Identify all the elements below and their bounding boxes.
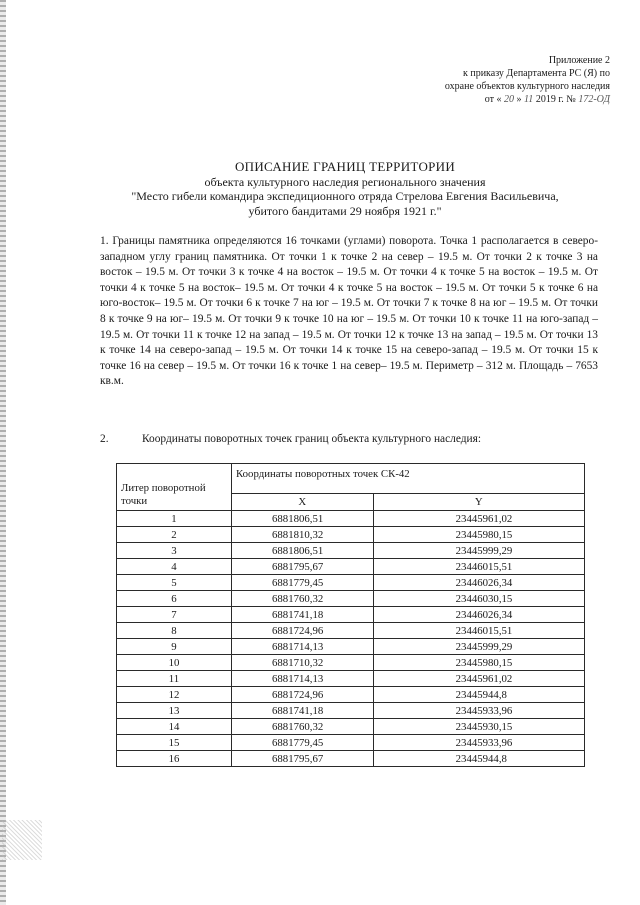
y-coordinate-cell: 23445961,02 (373, 511, 584, 527)
y-coordinate-cell: 23446015,51 (373, 559, 584, 575)
appendix-date-prefix: от « (484, 94, 502, 105)
y-coordinate-cell: 23445933,96 (373, 703, 584, 719)
table-row (117, 543, 585, 559)
appendix-date-mid1: » (516, 94, 522, 105)
boundary-description-paragraph: 1. Границы памятника определяются 16 точками (углами) поворота. Точка 1 располагается в северо-западном углу границ памятника. От точки 1 к точке 2 на север – 19.5 м. От точки 2 к точке 3 на восток – 19.5 м. От точки 3 к точке 4 на восток – 19.5 м. От точки 4 к точке 5 на восток – 19.5 м. От точки 4 к точке 5 на восток– 19.5 м. От точки 4 к точке 5 на восток – 19.5 м. От точки 5 к точке 6 на юго-восток– 19.5 м. От точки 6 к точке 7 на юг – 19.5 м. От точки 7 к точке 8 на юг – 19.5 м. От точки 8 к точке 9 на юг– 19.5 м. От точки 9 к точке 10 на юг – 19.5 м. От точки 10 к точке 11 на юго-запад – 19.5 м. От точки 11 к точке 12 на запад – 19.5 м. От точки 12 к точке 13 на запад – 19.5 м. От точки 13 к точке 14 на северо-запад – 19.5 м. От точки 14 к точке 15 на северо-запад – 19.5 м. От точки 15 к точке 16 на север – 19.5 м. От точки 16 к точке 1 на север– 19.5 м. Периметр – 312 м. Площадь – 7653 кв.м. (100, 235, 598, 388)
y-coordinate-cell: 23445944,8 (373, 751, 584, 767)
x-coordinate-cell: 6881724,96 (232, 623, 374, 639)
y-coordinate-cell: 23445961,02 (373, 671, 584, 687)
title-line-2: объекта культурного наследия регионального значения (204, 174, 486, 189)
appendix-line-1: Приложение 2 (548, 55, 610, 66)
appendix-block (370, 54, 610, 106)
x-coordinate-cell: 6881779,45 (232, 735, 374, 751)
header-y: Y (373, 494, 584, 511)
point-number-cell: 2 (117, 527, 232, 543)
coordinates-table-body (117, 511, 585, 767)
table-row (117, 751, 585, 767)
appendix-day: 20 (504, 94, 515, 105)
coordinates-heading-text: Координаты поворотных точек границ объекта культурного наследия: (142, 433, 482, 445)
table-row (117, 735, 585, 751)
point-number-cell: 15 (117, 735, 232, 751)
x-coordinate-cell: 6881714,13 (232, 671, 374, 687)
table-row (117, 607, 585, 623)
header-liter: Литер поворотной точки (117, 464, 232, 511)
document-title (70, 160, 620, 218)
appendix-month: 11 (524, 94, 534, 105)
table-row (117, 575, 585, 591)
table-row (117, 559, 585, 575)
table-row (117, 655, 585, 671)
coordinates-table (116, 463, 585, 767)
x-coordinate-cell: 6881779,45 (232, 575, 374, 591)
table-row (117, 623, 585, 639)
coordinates-heading (100, 432, 600, 447)
y-coordinate-cell: 23445980,15 (373, 655, 584, 671)
point-number-cell: 5 (117, 575, 232, 591)
y-coordinate-cell: 23445930,15 (373, 719, 584, 735)
x-coordinate-cell: 6881810,32 (232, 527, 374, 543)
appendix-line-2: к приказу Департамента РС (Я) по (462, 68, 610, 79)
y-coordinate-cell: 23445944,8 (373, 687, 584, 703)
title-line-3: "Место гибели командира экспедиционного отряда Стрелова Евгения Васильевича, (131, 189, 559, 203)
appendix-line-4 (370, 93, 610, 106)
point-number-cell: 1 (117, 511, 232, 527)
y-coordinate-cell: 23446026,34 (373, 607, 584, 623)
point-number-cell: 9 (117, 639, 232, 655)
point-number-cell: 11 (117, 671, 232, 687)
table-row (117, 639, 585, 655)
y-coordinate-cell: 23445999,29 (373, 639, 584, 655)
header-coordinates-group: Координаты поворотных точек СК-42 (232, 464, 585, 494)
point-number-cell: 6 (117, 591, 232, 607)
appendix-line-3: охране объектов культурного наследия (444, 81, 610, 92)
scan-artifact (2, 820, 42, 860)
point-number-cell: 10 (117, 655, 232, 671)
y-coordinate-cell: 23446015,51 (373, 623, 584, 639)
x-coordinate-cell: 6881795,67 (232, 559, 374, 575)
x-coordinate-cell: 6881760,32 (232, 591, 374, 607)
point-number-cell: 12 (117, 687, 232, 703)
table-row (117, 591, 585, 607)
x-coordinate-cell: 6881724,96 (232, 687, 374, 703)
point-number-cell: 16 (117, 751, 232, 767)
x-coordinate-cell: 6881710,32 (232, 655, 374, 671)
x-coordinate-cell: 6881741,18 (232, 607, 374, 623)
table-row (117, 671, 585, 687)
table-row (117, 511, 585, 527)
x-coordinate-cell: 6881714,13 (232, 639, 374, 655)
point-number-cell: 3 (117, 543, 232, 559)
x-coordinate-cell: 6881795,67 (232, 751, 374, 767)
x-coordinate-cell: 6881806,51 (232, 543, 374, 559)
point-number-cell: 4 (117, 559, 232, 575)
x-coordinate-cell: 6881760,32 (232, 719, 374, 735)
title-main: ОПИСАНИЕ ГРАНИЦ ТЕРРИТОРИИ (234, 159, 456, 174)
title-line-4: убитого бандитами 29 ноября 1921 г." (248, 203, 442, 218)
table-row (117, 527, 585, 543)
x-coordinate-cell: 6881806,51 (232, 511, 374, 527)
table-row (117, 703, 585, 719)
coordinates-heading-number: 2. (100, 433, 109, 445)
point-number-cell: 7 (117, 607, 232, 623)
appendix-date-mid2: 2019 г. № (535, 94, 576, 105)
scan-edge (0, 0, 6, 905)
y-coordinate-cell: 23445999,29 (373, 543, 584, 559)
table-row (117, 719, 585, 735)
y-coordinate-cell: 23446026,34 (373, 575, 584, 591)
point-number-cell: 14 (117, 719, 232, 735)
y-coordinate-cell: 23446030,15 (373, 591, 584, 607)
x-coordinate-cell: 6881741,18 (232, 703, 374, 719)
appendix-number: 172-ОД (578, 94, 610, 105)
point-number-cell: 8 (117, 623, 232, 639)
table-row (117, 687, 585, 703)
y-coordinate-cell: 23445933,96 (373, 735, 584, 751)
header-x: X (232, 494, 374, 511)
y-coordinate-cell: 23445980,15 (373, 527, 584, 543)
point-number-cell: 13 (117, 703, 232, 719)
